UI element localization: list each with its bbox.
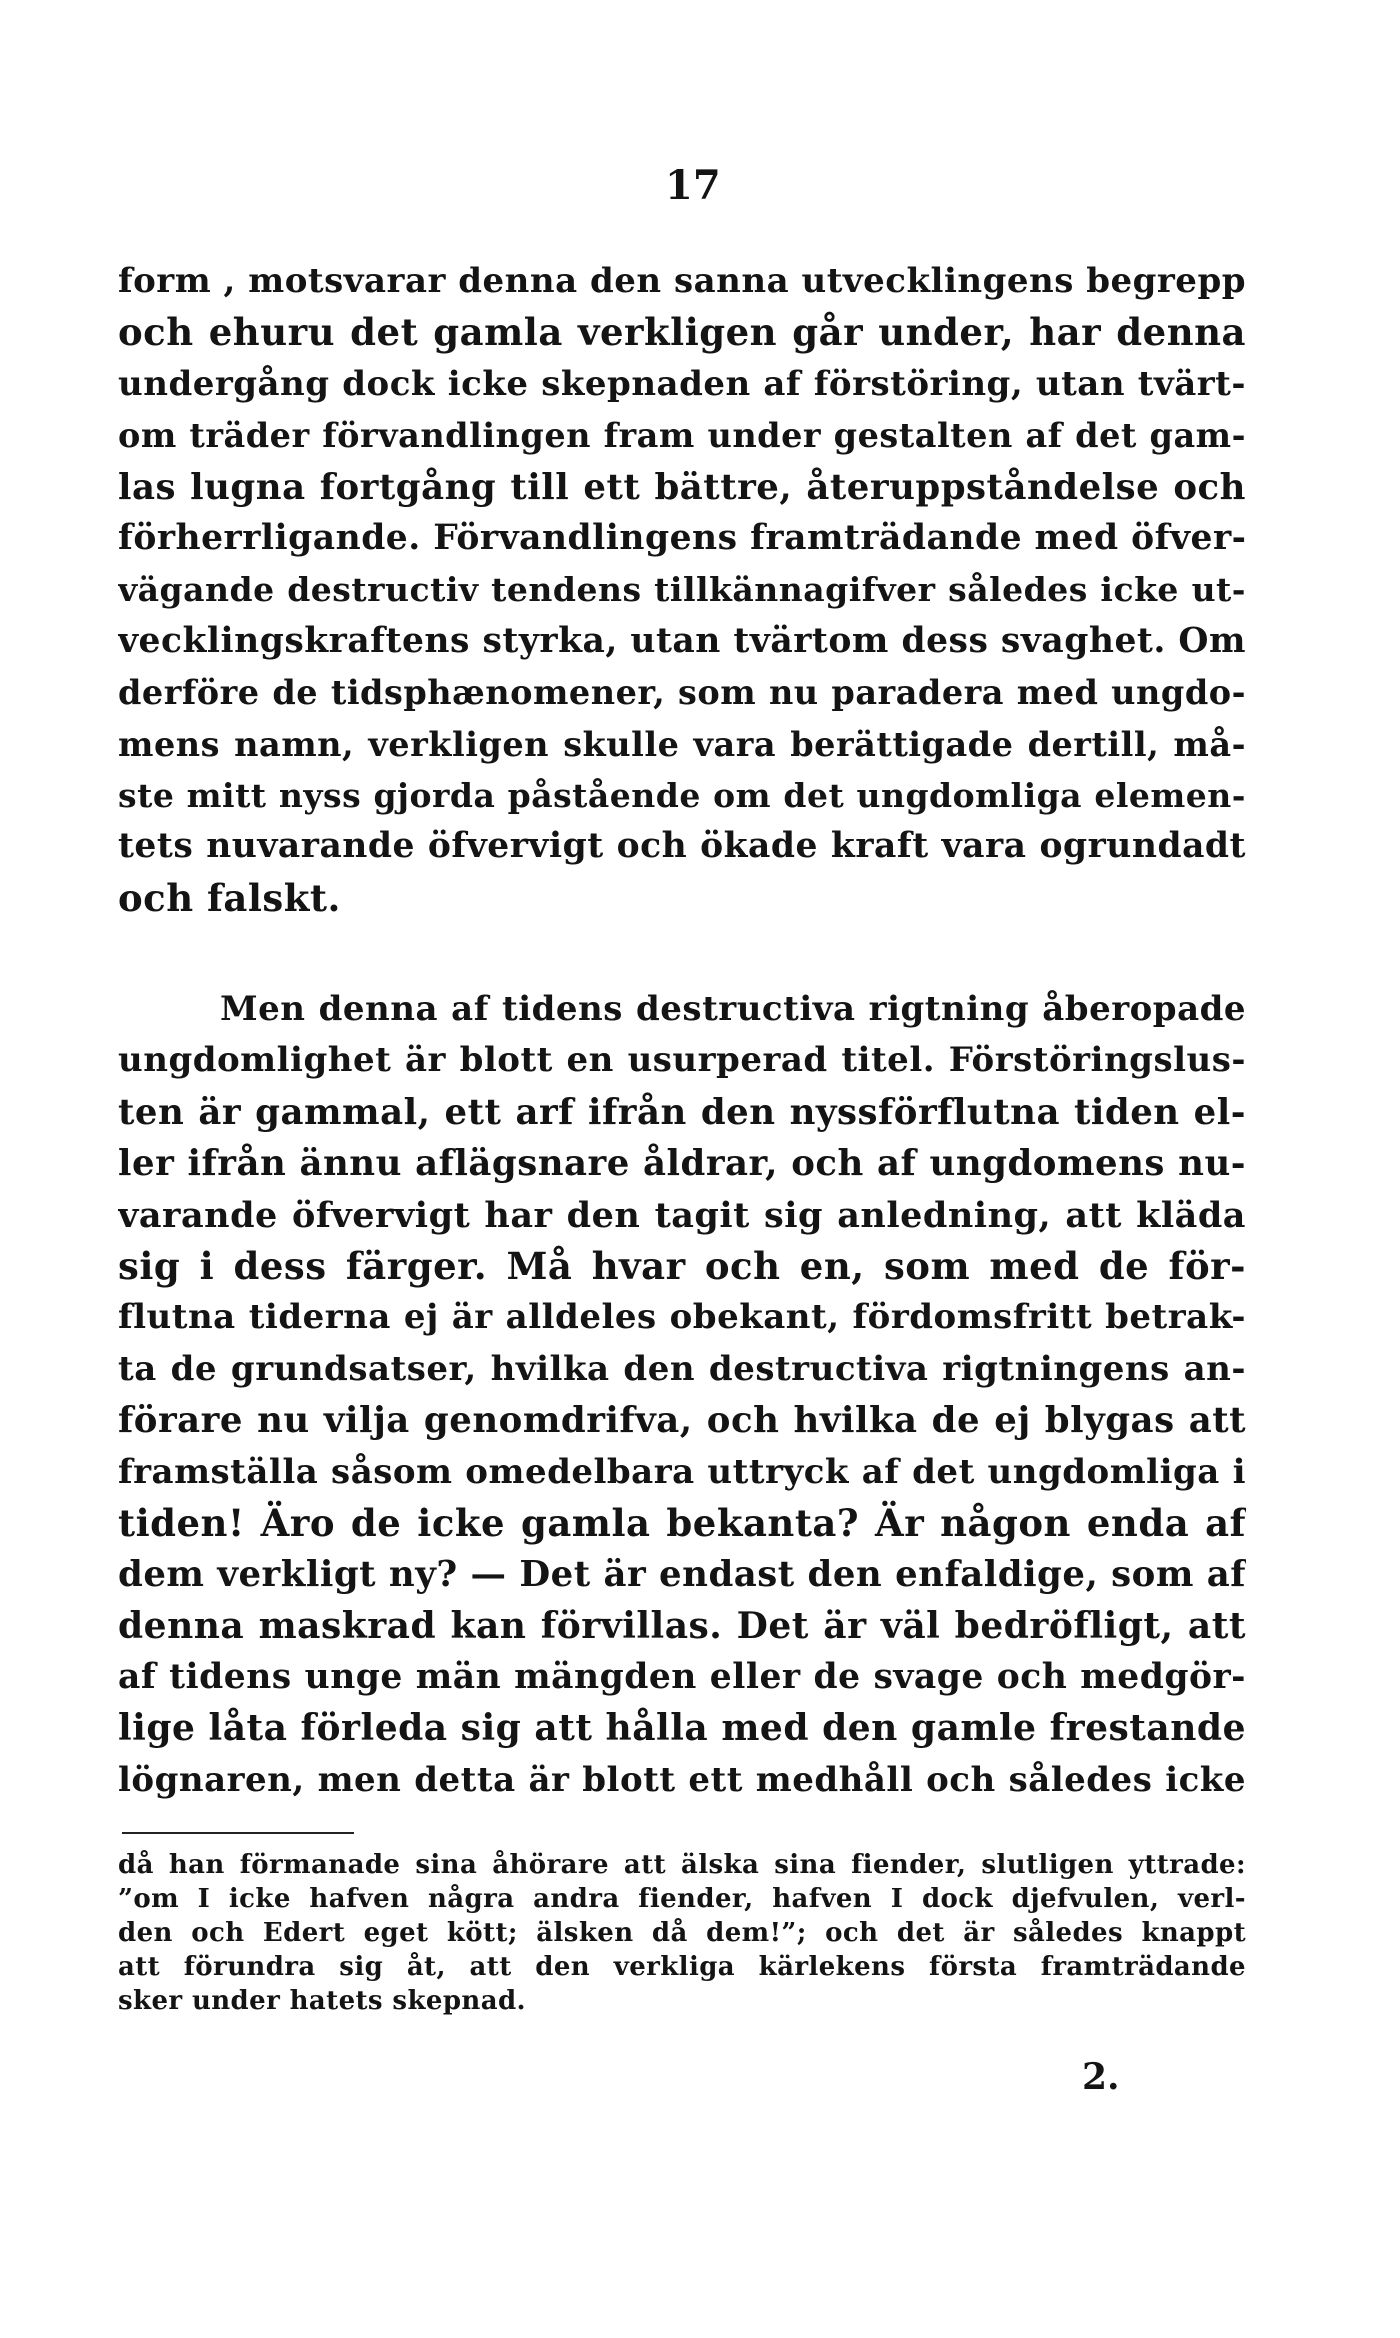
text-line: varande öfvervigt har den tagit sig anledning, att kläda <box>118 1194 1246 1236</box>
footnote <box>118 1848 1246 2018</box>
footnote-line: att förundra sig åt, att den verkliga kärlekens första framträdande <box>118 1952 1246 1982</box>
text-line: dem verkligt ny? — Det är endast den enfaldige, som af <box>118 1554 1246 1596</box>
text-line: och falskt. <box>118 875 341 920</box>
text-line: ta de grundsatser, hvilka den destructiva rigtningens an- <box>118 1348 1246 1389</box>
text-line: derföre de tidsphænomener, som nu paradera med ungdo- <box>118 673 1246 713</box>
text-line: förherrligande. Förvandlingens framträdande med öfver- <box>118 517 1246 558</box>
text-line: sig i dess färger. Må hvar och en, som med de för- <box>118 1243 1246 1288</box>
text-line: las lugna fortgång till ett bättre, återuppståndelse och <box>118 466 1246 508</box>
text-line: ler ifrån ännu aflägsnare åldrar, och af ungdomens nu- <box>118 1143 1246 1185</box>
footnote-line: då han förmanade sina åhörare att älska sina fiender, slutligen yttrade: <box>118 1850 1246 1880</box>
text-line: om träder förvandlingen fram under gestalten af det gam- <box>118 416 1246 456</box>
footnote-line: ”om I icke hafven några andra fiender, hafven I dock djefvulen, verl- <box>118 1884 1246 1914</box>
text-line: flutna tiderna ej är alldeles obekant, fördomsfritt betrak- <box>118 1297 1246 1338</box>
paragraph-2 <box>118 984 1246 1806</box>
text-line: ten är gammal, ett arf ifrån den nyssförflutna tiden el- <box>118 1091 1246 1133</box>
signature-mark: 2. <box>1082 2056 1120 2098</box>
footnote-divider <box>122 1832 354 1834</box>
text-line: af tidens unge män mängden eller de svage och medgör- <box>118 1657 1246 1698</box>
text-line: tiden! Äro de icke gamla bekanta? Är någon enda af <box>118 1500 1246 1545</box>
text-line: förare nu vilja genomdrifva, och hvilka de ej blygas att <box>118 1400 1246 1442</box>
text-line: framställa såsom omedelbara uttryck af det ungdomliga i <box>118 1451 1246 1492</box>
footnote-line: den och Edert eget kött; älsken då dem!”; och det är således knappt <box>118 1918 1246 1948</box>
text-line: denna maskrad kan förvillas. Det är väl bedröfligt, att <box>118 1604 1246 1647</box>
footnote-line: sker under hatets skepnad. <box>118 1986 526 2016</box>
page-number: 17 <box>665 162 721 209</box>
text-line: vägande destructiv tendens tillkännagifver således icke ut- <box>118 570 1246 610</box>
text-line: ungdomlighet är blott en usurperad titel. Förstöringslus- <box>118 1040 1246 1081</box>
text-line: form , motsvarar denna den sanna utvecklingens begrepp <box>118 261 1246 301</box>
text-line: lögnaren, men detta är blott ett medhåll och således icke <box>118 1759 1246 1800</box>
text-line: undergång dock icke skepnaden af förstöring, utan tvärt- <box>118 363 1246 404</box>
text-line: Men denna af tidens destructiva rigtning åberopade <box>220 989 1246 1029</box>
text-line: ste mitt nyss gjorda påstående om det ungdomliga elemen- <box>118 775 1246 815</box>
paragraph-1 <box>118 256 1246 924</box>
text-line: lige låta förleda sig att hålla med den gamle frestande <box>118 1707 1246 1750</box>
text-line: tets nuvarande öfvervigt och ökade kraft vara ogrundadt <box>118 826 1246 867</box>
text-line: och ehuru det gamla verkligen går under, har denna <box>118 310 1246 355</box>
text-line: vecklingskraftens styrka, utan tvärtom dess svaghet. Om <box>118 620 1246 661</box>
text-line: mens namn, verkligen skulle vara berättigade dertill, må- <box>118 724 1246 764</box>
